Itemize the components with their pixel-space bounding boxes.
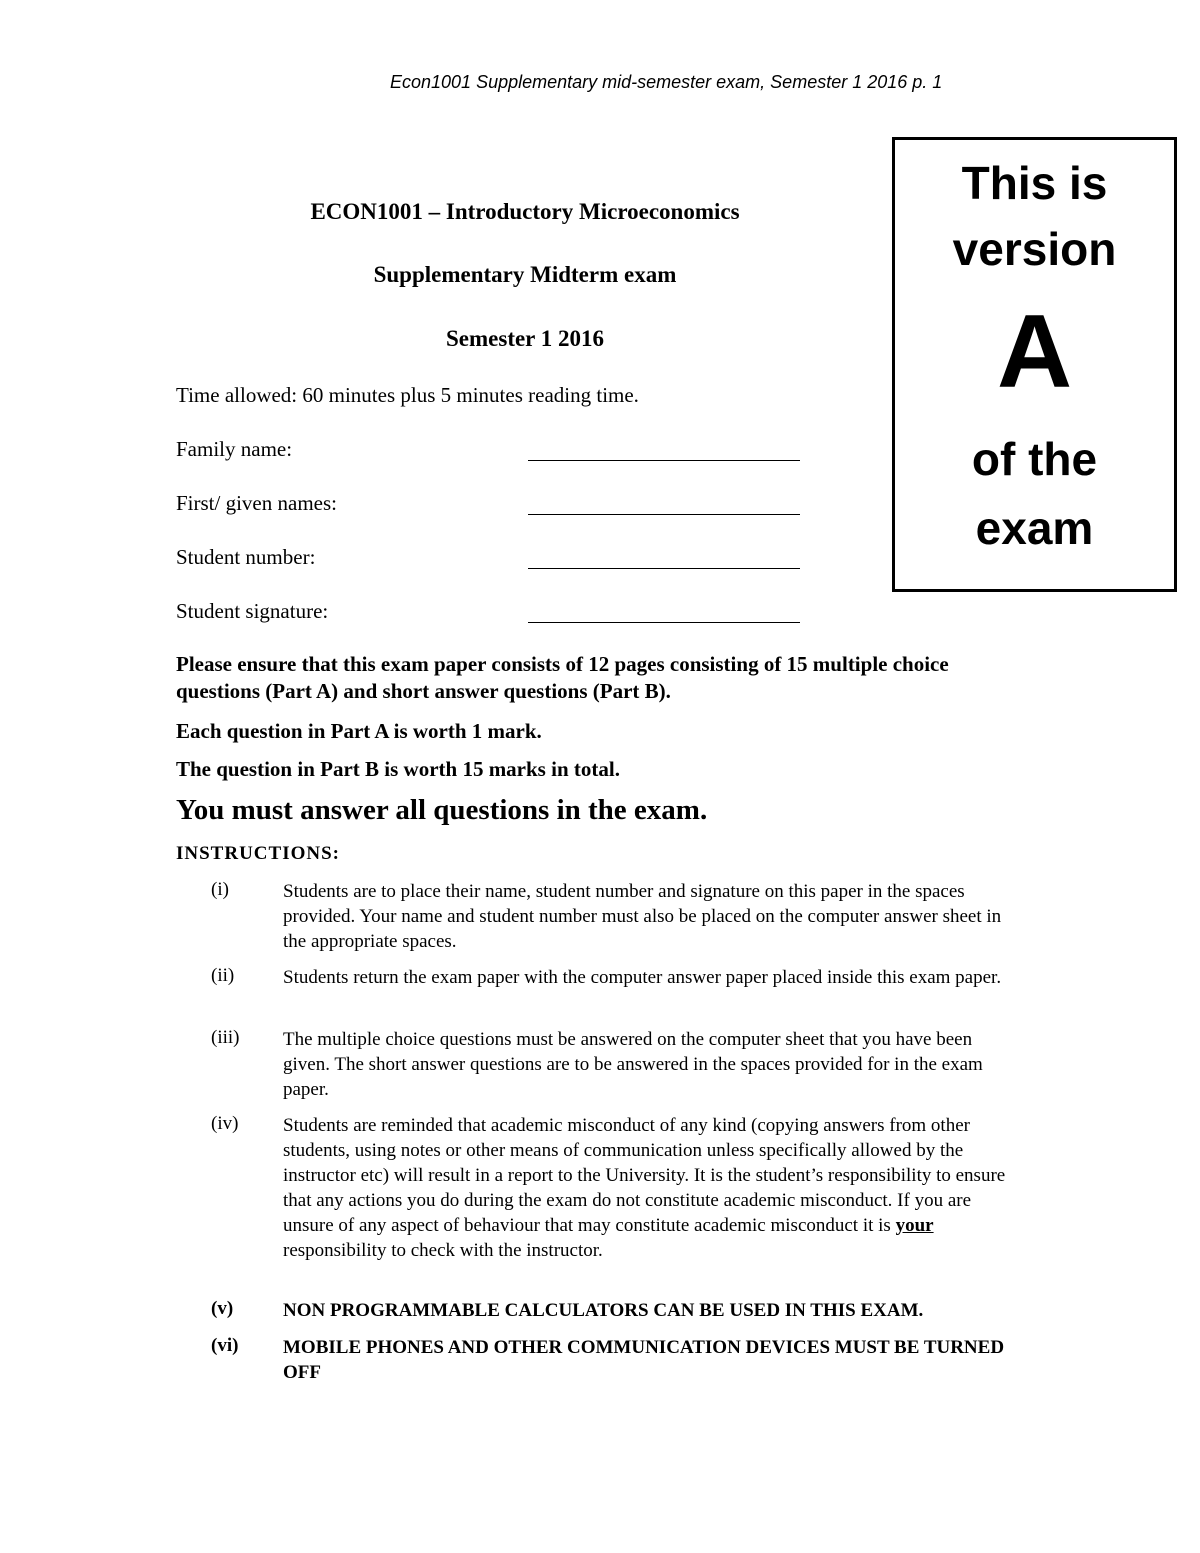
instruction-text-part: responsibility to check with the instructor. [283, 1240, 603, 1261]
version-line-1: This is [961, 157, 1108, 209]
page-header: Econ1001 Supplementary mid-semester exam, Semester 1 2016 p. 1 [390, 72, 943, 92]
semester-title: Semester 1 2016 [446, 326, 604, 351]
student-signature-field[interactable] [528, 622, 800, 623]
instruction-text: Students return the exam paper with the computer answer paper placed inside this exam paper. [283, 967, 1002, 988]
family-name-label: Family name: [176, 437, 293, 461]
part-b-notice: The question in Part B is worth 15 marks in total. [176, 757, 620, 781]
instruction-number: (iii) [211, 1027, 240, 1048]
instruction-text: MOBILE PHONES AND OTHER COMMUNICATION DEVICES MUST BE TURNED OFF [283, 1337, 1005, 1383]
instruction-number: (ii) [211, 965, 235, 986]
instruction-number: (iv) [211, 1113, 239, 1134]
instruction-text-part: Students are reminded that academic misconduct of any kind (copying answers from other students, using notes or other means of communication unless specifically allowed by the instructor etc) will result in a report to the University. It is the student’s responsibility to ensure that any actions you do during the exam do not constitute academic misconduct. If you are unsure of any aspect of behaviour that may constitute academic misconduct it is [283, 1115, 1006, 1236]
exam-title: Supplementary Midterm exam [373, 262, 677, 287]
answer-all-heading: You must answer all questions in the exam. [176, 794, 708, 826]
given-names-field[interactable] [528, 514, 800, 515]
given-names-label: First/ given names: [176, 491, 337, 515]
instruction-text: NON PROGRAMMABLE CALCULATORS CAN BE USED IN THIS EXAM. [283, 1300, 924, 1321]
version-line-4: exam [975, 502, 1094, 554]
instruction-number: (vi) [211, 1335, 239, 1356]
version-line-3: of the [971, 433, 1098, 485]
version-line-2: version [952, 223, 1117, 275]
family-name-field[interactable] [528, 460, 800, 461]
instructions-heading: INSTRUCTIONS: [176, 843, 340, 864]
pages-notice: Please ensure that this exam paper consists of 12 pages consisting of 15 multiple choice questions (Part A) and short answer questions (Part B). [176, 652, 949, 703]
instruction-number: (i) [211, 879, 229, 900]
instruction-number: (v) [211, 1298, 234, 1319]
emphasis-your: your [895, 1215, 934, 1236]
student-number-label: Student number: [176, 545, 316, 569]
course-title: ECON1001 – Introductory Microeconomics [310, 199, 740, 224]
time-allowed: Time allowed: 60 minutes plus 5 minutes reading time. [176, 383, 639, 407]
version-box [892, 137, 1177, 592]
instruction-text: The multiple choice questions must be answered on the computer sheet that you have been given. The short answer questions are to be answered in the spaces provided for in the exam paper. [283, 1029, 983, 1100]
student-number-field[interactable] [528, 568, 800, 569]
instruction-text: Students are to place their name, student number and signature on this paper in the spaces provided. Your name and student number must also be placed on the computer answer sheet in the appropriate spaces. [283, 881, 1002, 952]
student-signature-label: Student signature: [176, 599, 329, 623]
version-letter: A [996, 294, 1073, 410]
part-a-notice: Each question in Part A is worth 1 mark. [176, 719, 542, 743]
instruction-text [283, 1113, 1023, 1263]
